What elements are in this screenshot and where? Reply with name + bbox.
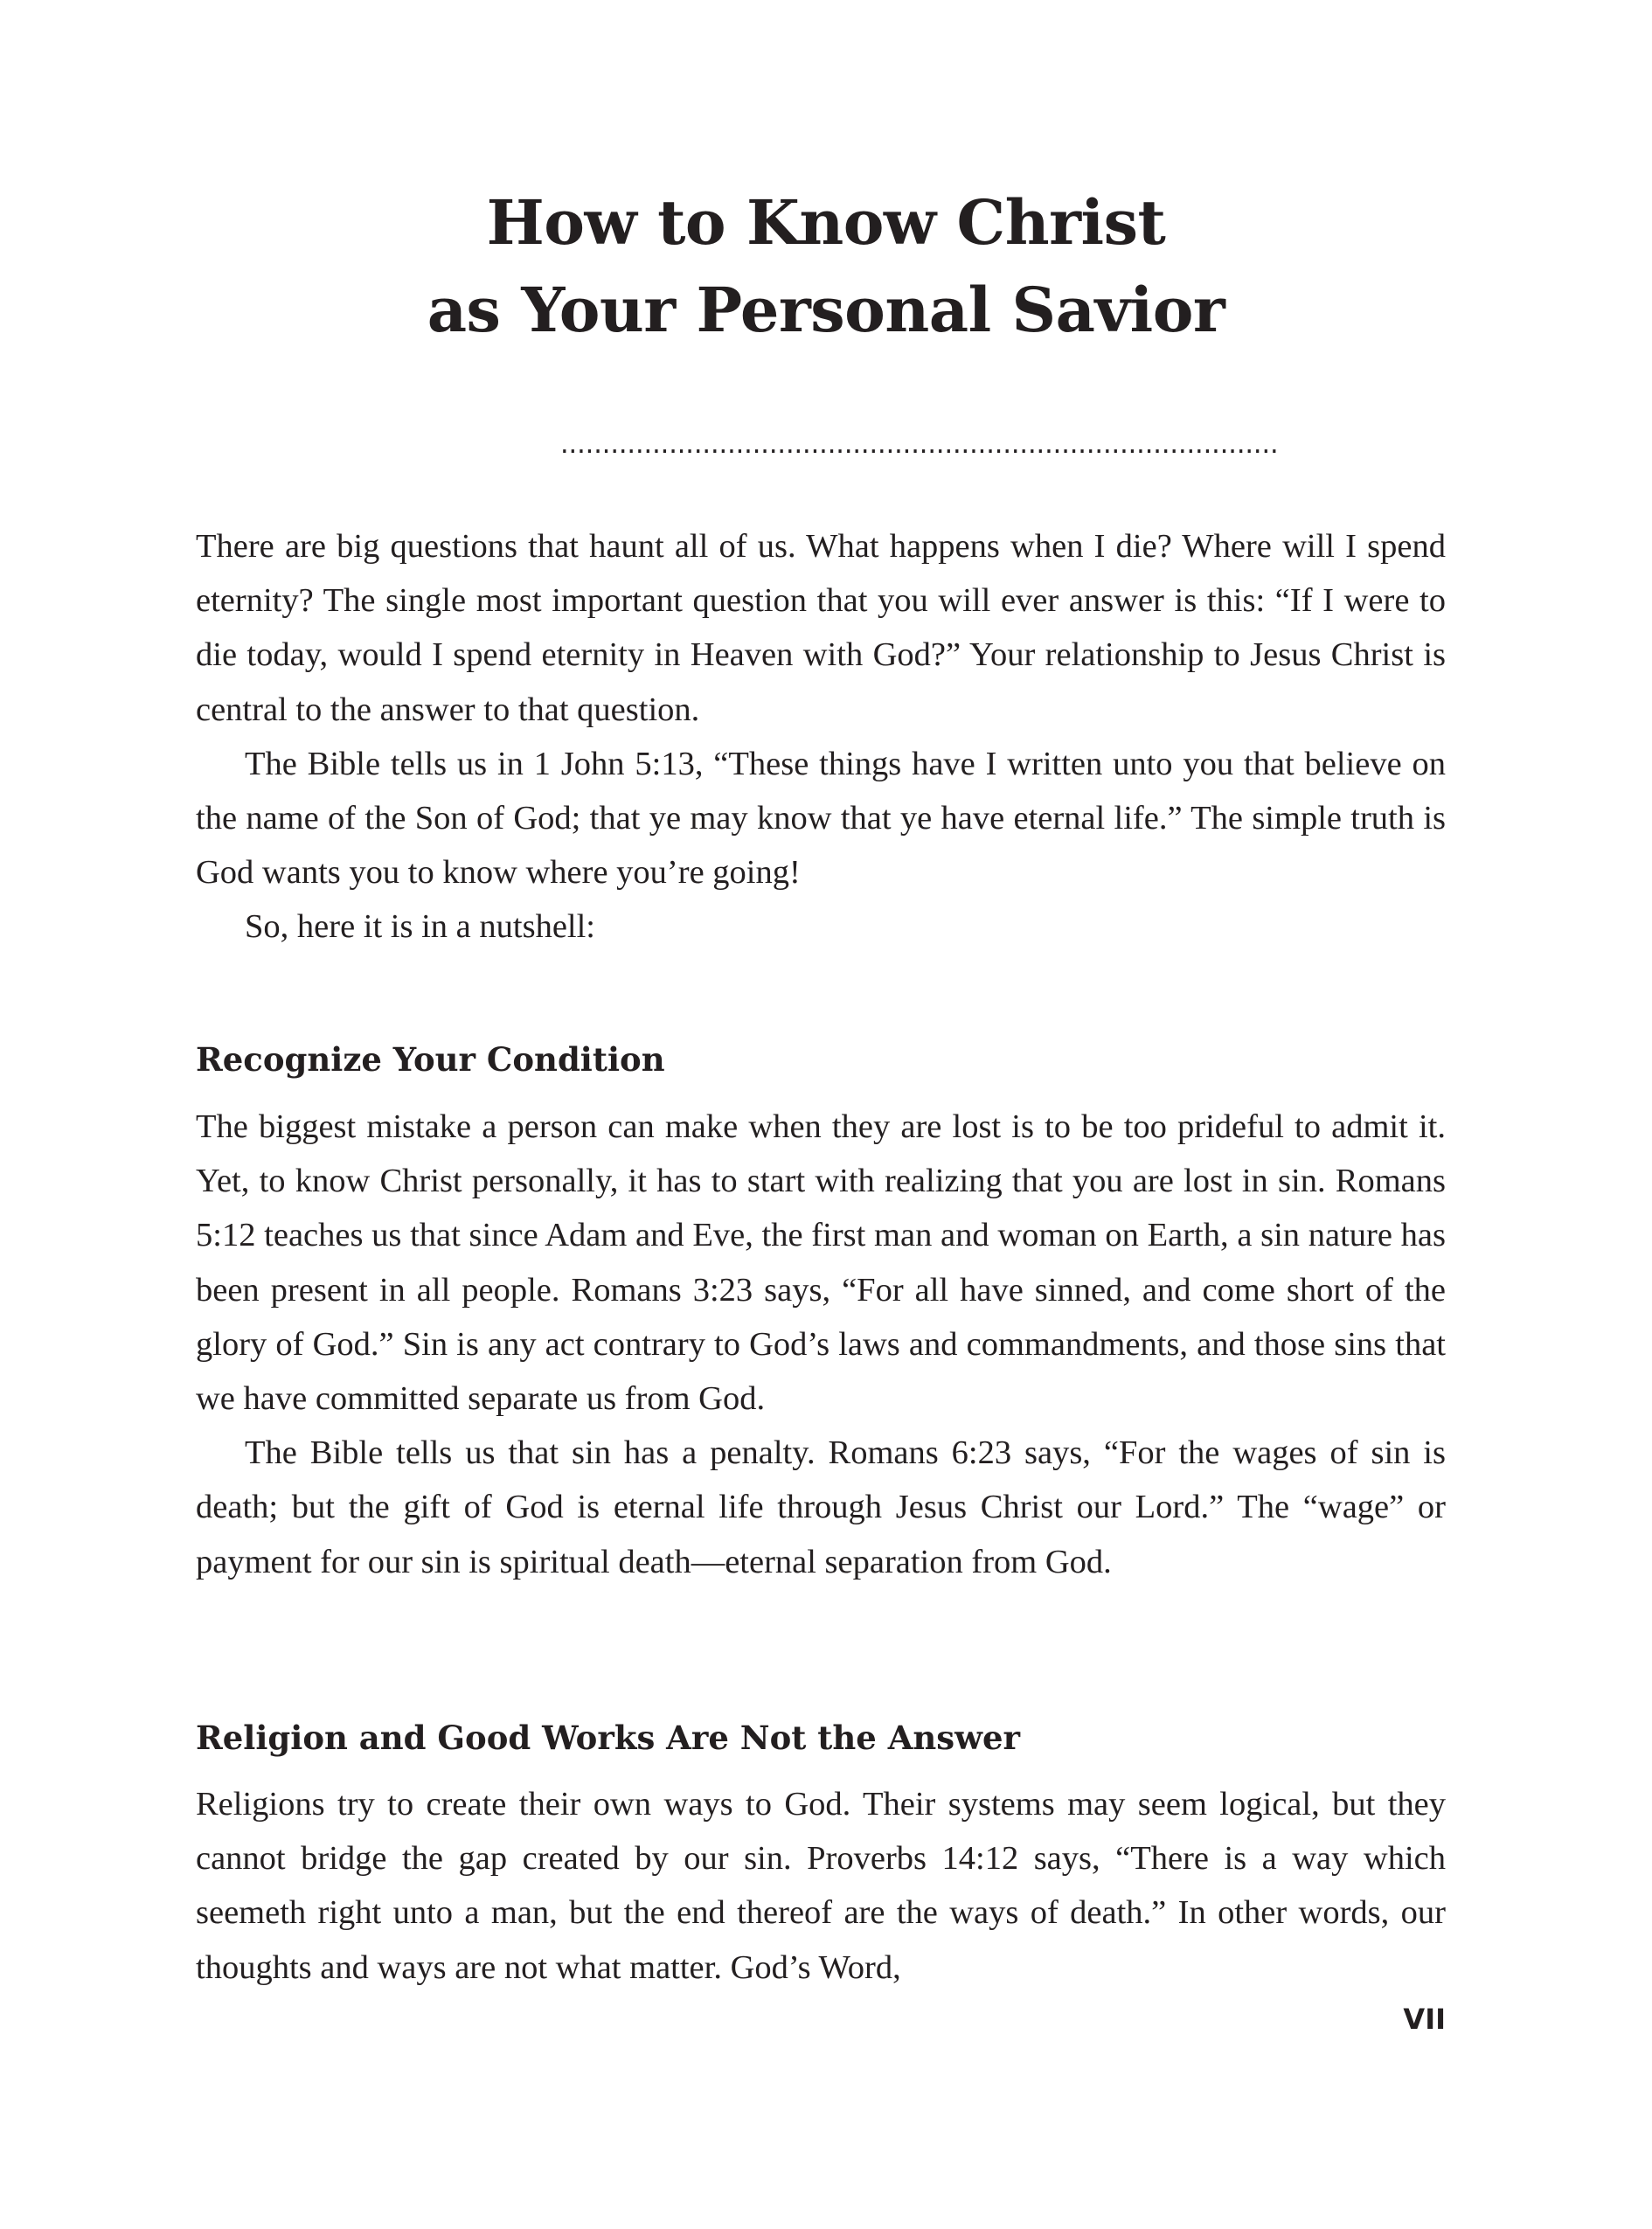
section-recognize-condition: [196, 1100, 1446, 1589]
intro-paragraph-2: The Bible tells us in 1 John 5:13, “These things have I written unto you that believe on the name of the Son of God; that ye may know that ye have eternal life.” The simple truth is God wants you to know where you’re going!: [196, 745, 1446, 892]
intro-paragraph-3: So, here it is in a nutshell:: [245, 908, 595, 946]
section2-paragraph-1: Religions try to create their own ways to God. Their systems may seem logical, but they cannot bridge the gap created by our sin. Proverbs 14:12 says, “There is a way which seemeth right unto a man, but the end thereof are the ways of death.” In other words, our thoughts and ways are not what matter. God’s Word,: [196, 1786, 1446, 1986]
page-title-line-1: How to Know Christ: [486, 186, 1166, 259]
intro-section: [196, 519, 1446, 955]
page-title: [0, 179, 1652, 354]
intro-paragraph-1: There are big questions that haunt all of us. What happens when I die? Where will I spend eternity? The single most important question that you will ever answer is this: “If I were to die today, would I spend eternity in Heaven with God?” Your relationship to Jesus Christ is central to the answer to that question.: [196, 528, 1446, 728]
section-religion-good-works: [196, 1777, 1446, 1995]
page-number: VII: [1403, 2003, 1446, 2036]
section-heading-recognize-condition: Recognize Your Condition: [196, 1040, 665, 1079]
section1-paragraph-2: The Bible tells us that sin has a penalty. Romans 6:23 says, “For the wages of sin is death; but the gift of God is eternal life through Jesus Christ our Lord.” The “wage” or payment for our sin is spiritual death—eternal separation from God.: [196, 1434, 1446, 1580]
section-heading-religion-good-works: Religion and Good Works Are Not the Answer: [196, 1719, 1021, 1757]
section1-paragraph-1: The biggest mistake a person can make when they are lost is to be too prideful to admit it. Yet, to know Christ personally, it has to start with realizing that you are lost in sin. Romans 5:12 teaches us that since Adam and Eve, the first man and woman on Earth, a sin nature has been present in all people. Romans 3:23 says, “For all have sinned, and come short of the glory of God.” Sin is any act contrary to God’s laws and commandments, and those sins that we have committed separate us from God.: [196, 1108, 1446, 1418]
page-title-line-2: as Your Personal Savior: [427, 274, 1225, 346]
dotted-divider: ......................................................................................: [558, 433, 1276, 459]
